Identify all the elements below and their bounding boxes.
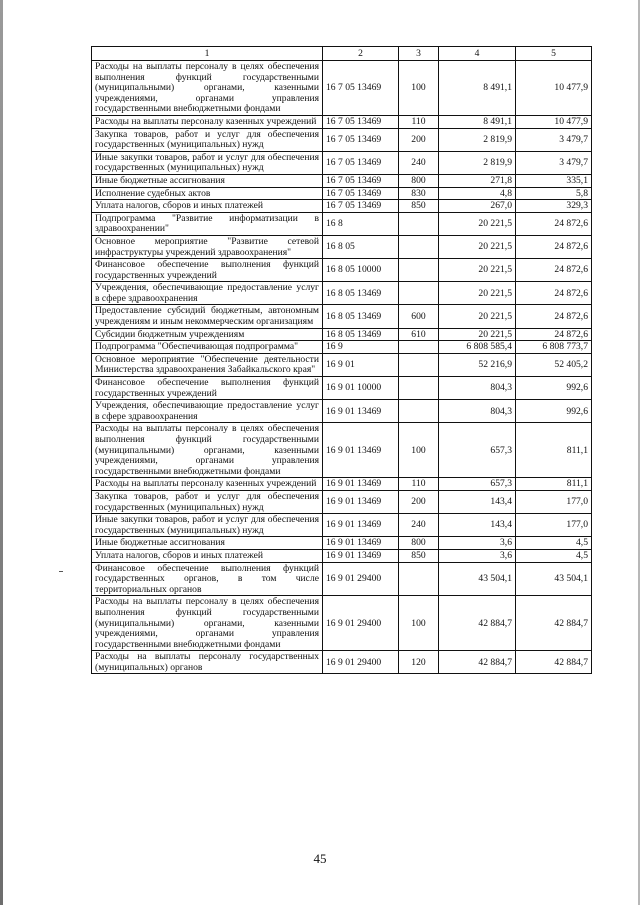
header-cell-code: 2	[323, 47, 399, 61]
row-name-cell: Подпрограмма "Развитие информатизации в здравоохранении"	[92, 212, 323, 235]
row-expense-type-cell: 850	[399, 549, 439, 562]
row-code-cell: 16 7 05 13469	[323, 174, 399, 187]
table-row	[92, 151, 592, 174]
row-amount-1-cell: 657,3	[439, 423, 516, 478]
row-amount-1-cell: 20 221,5	[439, 328, 516, 341]
table-row	[92, 377, 592, 400]
row-expense-type-cell: 600	[399, 305, 439, 328]
row-name-cell: Финансовое обеспечение выполнения функций государственных учреждений	[92, 377, 323, 400]
row-amount-1-cell: 657,3	[439, 478, 516, 491]
row-name-cell: Иные закупки товаров, работ и услуг для обеспечения государственных (муниципальных) нужд	[92, 151, 323, 174]
row-code-cell: 16 9 01 13469	[323, 490, 399, 513]
row-amount-2-cell: 335,1	[516, 174, 592, 187]
row-name-cell: Расходы на выплаты персоналу в целях обеспечения выполнения функций государственными (муниципальными) органами, казенными учреждениями, органами управления государственными внебюджетными фондами	[92, 423, 323, 478]
row-name-cell: Расходы на выплаты персоналу казенных учреждений	[92, 478, 323, 491]
page-number: 45	[313, 851, 327, 866]
row-amount-2-cell: 42 884,7	[516, 651, 592, 674]
scan-left-edge	[0, 0, 3, 905]
row-code-cell: 16 8 05 13469	[323, 305, 399, 328]
row-name-cell: Расходы на выплаты персоналу в целях обеспечения выполнения функций государственными (муниципальными) органами, казенными учреждениями, органами управления государственными внебюджетными фондами	[92, 596, 323, 651]
row-amount-1-cell: 267,0	[439, 200, 516, 213]
row-name-cell: Закупка товаров, работ и услуг для обеспечения государственных (муниципальных) нужд	[92, 490, 323, 513]
row-code-cell: 16 8 05	[323, 235, 399, 258]
table-row	[92, 549, 592, 562]
row-amount-2-cell: 24 872,6	[516, 212, 592, 235]
row-expense-type-cell	[399, 377, 439, 400]
row-code-cell: 16 7 05 13469	[323, 151, 399, 174]
row-amount-2-cell: 3 479,7	[516, 151, 592, 174]
table-row	[92, 305, 592, 328]
row-amount-1-cell: 6 808 585,4	[439, 341, 516, 354]
row-amount-1-cell: 4,8	[439, 187, 516, 200]
row-code-cell: 16 9 01 13469	[323, 514, 399, 537]
row-expense-type-cell: 830	[399, 187, 439, 200]
row-name-cell: Основное мероприятие "Обеспечение деятельности Министерства здравоохранения Забайкальского края"	[92, 353, 323, 376]
row-name-cell: Уплата налогов, сборов и иных платежей	[92, 549, 323, 562]
row-code-cell: 16 7 05 13469	[323, 187, 399, 200]
row-code-cell: 16 7 05 13469	[323, 128, 399, 151]
table-row	[92, 61, 592, 116]
row-name-cell: Учреждения, обеспечивающие предоставление услуг в сфере здравоохранения	[92, 282, 323, 305]
row-amount-2-cell: 177,0	[516, 490, 592, 513]
row-amount-1-cell: 20 221,5	[439, 305, 516, 328]
row-amount-1-cell: 42 884,7	[439, 596, 516, 651]
row-amount-1-cell: 3,6	[439, 549, 516, 562]
row-name-cell: Предоставление субсидий бюджетным, автономным учреждениям и иным некоммерческим организациям	[92, 305, 323, 328]
row-expense-type-cell	[399, 562, 439, 596]
row-expense-type-cell: 800	[399, 174, 439, 187]
row-amount-2-cell: 992,6	[516, 377, 592, 400]
table-header-row	[92, 47, 592, 61]
row-expense-type-cell: 240	[399, 514, 439, 537]
table-row	[92, 212, 592, 235]
header-cell-vr: 3	[399, 47, 439, 61]
row-amount-2-cell: 24 872,6	[516, 305, 592, 328]
row-amount-2-cell: 10 477,9	[516, 61, 592, 116]
row-amount-2-cell: 177,0	[516, 514, 592, 537]
row-name-cell: Иные закупки товаров, работ и услуг для обеспечения государственных (муниципальных) нужд	[92, 514, 323, 537]
row-amount-1-cell: 2 819,9	[439, 151, 516, 174]
row-expense-type-cell: 610	[399, 328, 439, 341]
row-expense-type-cell: 850	[399, 200, 439, 213]
row-code-cell: 16 9	[323, 341, 399, 354]
row-expense-type-cell	[399, 353, 439, 376]
margin-mark	[59, 571, 63, 572]
row-amount-2-cell: 24 872,6	[516, 259, 592, 282]
table-row	[92, 651, 592, 674]
row-amount-1-cell: 43 504,1	[439, 562, 516, 596]
row-code-cell: 16 9 01 13469	[323, 423, 399, 478]
row-amount-1-cell: 804,3	[439, 377, 516, 400]
row-amount-1-cell: 2 819,9	[439, 128, 516, 151]
row-name-cell: Основное мероприятие "Развитие сетевой инфраструктуры учреждений здравоохранения"	[92, 235, 323, 258]
row-amount-1-cell: 8 491,1	[439, 115, 516, 128]
header-cell-sum2: 5	[516, 47, 592, 61]
table-row	[92, 328, 592, 341]
table-row	[92, 341, 592, 354]
row-name-cell: Расходы на выплаты персоналу казенных учреждений	[92, 115, 323, 128]
row-amount-2-cell: 5,8	[516, 187, 592, 200]
budget-table-body	[92, 47, 592, 674]
table-row	[92, 128, 592, 151]
row-code-cell: 16 7 05 13469	[323, 200, 399, 213]
header-cell-sum1: 4	[439, 47, 516, 61]
table-row	[92, 514, 592, 537]
row-code-cell: 16 9 01 13469	[323, 537, 399, 550]
row-expense-type-cell	[399, 282, 439, 305]
table-row	[92, 537, 592, 550]
row-name-cell: Иные бюджетные ассигнования	[92, 174, 323, 187]
row-amount-2-cell: 4,5	[516, 537, 592, 550]
row-amount-2-cell: 811,1	[516, 478, 592, 491]
row-code-cell: 16 9 01 29400	[323, 651, 399, 674]
table-row	[92, 353, 592, 376]
row-amount-2-cell: 329,3	[516, 200, 592, 213]
table-row	[92, 200, 592, 213]
row-expense-type-cell	[399, 235, 439, 258]
row-amount-1-cell: 42 884,7	[439, 651, 516, 674]
row-expense-type-cell: 800	[399, 537, 439, 550]
row-amount-1-cell: 52 216,9	[439, 353, 516, 376]
header-cell-name: 1	[92, 47, 323, 61]
table-row	[92, 478, 592, 491]
row-amount-1-cell: 8 491,1	[439, 61, 516, 116]
row-amount-2-cell: 24 872,6	[516, 328, 592, 341]
row-amount-2-cell: 811,1	[516, 423, 592, 478]
row-amount-1-cell: 20 221,5	[439, 259, 516, 282]
table-row	[92, 282, 592, 305]
table-row	[92, 400, 592, 423]
table-row	[92, 187, 592, 200]
row-code-cell: 16 9 01 13469	[323, 478, 399, 491]
row-name-cell: Закупка товаров, работ и услуг для обеспечения государственных (муниципальных) нужд	[92, 128, 323, 151]
row-name-cell: Подпрограмма "Обеспечивающая подпрограмма"	[92, 341, 323, 354]
row-amount-2-cell: 24 872,6	[516, 235, 592, 258]
row-code-cell: 16 8 05 13469	[323, 328, 399, 341]
row-amount-1-cell: 20 221,5	[439, 235, 516, 258]
row-name-cell: Уплата налогов, сборов и иных платежей	[92, 200, 323, 213]
table-row	[92, 596, 592, 651]
table-row	[92, 490, 592, 513]
row-amount-2-cell: 4,5	[516, 549, 592, 562]
row-expense-type-cell: 240	[399, 151, 439, 174]
row-expense-type-cell: 100	[399, 423, 439, 478]
row-name-cell: Расходы на выплаты персоналу государственных (муниципальных) органов	[92, 651, 323, 674]
row-code-cell: 16 9 01 13469	[323, 400, 399, 423]
row-amount-2-cell: 3 479,7	[516, 128, 592, 151]
row-expense-type-cell: 100	[399, 596, 439, 651]
row-code-cell: 16 9 01	[323, 353, 399, 376]
row-name-cell: Расходы на выплаты персоналу в целях обеспечения выполнения функций государственными (муниципальными) органами, казенными учреждениями, органами управления государственными внебюджетными фондами	[92, 61, 323, 116]
row-code-cell: 16 8	[323, 212, 399, 235]
row-name-cell: Исполнение судебных актов	[92, 187, 323, 200]
table-row	[92, 235, 592, 258]
table-row	[92, 174, 592, 187]
row-code-cell: 16 9 01 13469	[323, 549, 399, 562]
row-name-cell: Учреждения, обеспечивающие предоставление услуг в сфере здравоохранения	[92, 400, 323, 423]
row-code-cell: 16 7 05 13469	[323, 115, 399, 128]
budget-table	[91, 46, 592, 674]
row-code-cell: 16 9 01 29400	[323, 562, 399, 596]
row-amount-1-cell: 143,4	[439, 490, 516, 513]
row-expense-type-cell: 110	[399, 115, 439, 128]
row-amount-2-cell: 24 872,6	[516, 282, 592, 305]
row-code-cell: 16 7 05 13469	[323, 61, 399, 116]
row-expense-type-cell	[399, 400, 439, 423]
row-amount-1-cell: 143,4	[439, 514, 516, 537]
table-row	[92, 115, 592, 128]
row-amount-2-cell: 10 477,9	[516, 115, 592, 128]
row-expense-type-cell	[399, 341, 439, 354]
row-expense-type-cell: 120	[399, 651, 439, 674]
table-row	[92, 259, 592, 282]
row-expense-type-cell	[399, 259, 439, 282]
row-code-cell: 16 8 05 13469	[323, 282, 399, 305]
row-code-cell: 16 8 05 10000	[323, 259, 399, 282]
row-expense-type-cell: 200	[399, 490, 439, 513]
row-amount-1-cell: 20 221,5	[439, 212, 516, 235]
row-amount-2-cell: 6 808 773,7	[516, 341, 592, 354]
row-amount-2-cell: 42 884,7	[516, 596, 592, 651]
row-amount-1-cell: 3,6	[439, 537, 516, 550]
row-amount-2-cell: 52 405,2	[516, 353, 592, 376]
row-name-cell: Субсидии бюджетным учреждениям	[92, 328, 323, 341]
row-name-cell: Иные бюджетные ассигнования	[92, 537, 323, 550]
row-code-cell: 16 9 01 29400	[323, 596, 399, 651]
row-name-cell: Финансовое обеспечение выполнения функций государственных учреждений	[92, 259, 323, 282]
row-amount-1-cell: 271,8	[439, 174, 516, 187]
row-expense-type-cell: 110	[399, 478, 439, 491]
row-expense-type-cell: 100	[399, 61, 439, 116]
row-code-cell: 16 9 01 10000	[323, 377, 399, 400]
table-row	[92, 562, 592, 596]
row-expense-type-cell	[399, 212, 439, 235]
row-amount-2-cell: 992,6	[516, 400, 592, 423]
row-amount-1-cell: 20 221,5	[439, 282, 516, 305]
row-amount-2-cell: 43 504,1	[516, 562, 592, 596]
row-expense-type-cell: 200	[399, 128, 439, 151]
row-name-cell: Финансовое обеспечение выполнения функций государственных органов, в том числе территориальных органов	[92, 562, 323, 596]
table-row	[92, 423, 592, 478]
row-amount-1-cell: 804,3	[439, 400, 516, 423]
